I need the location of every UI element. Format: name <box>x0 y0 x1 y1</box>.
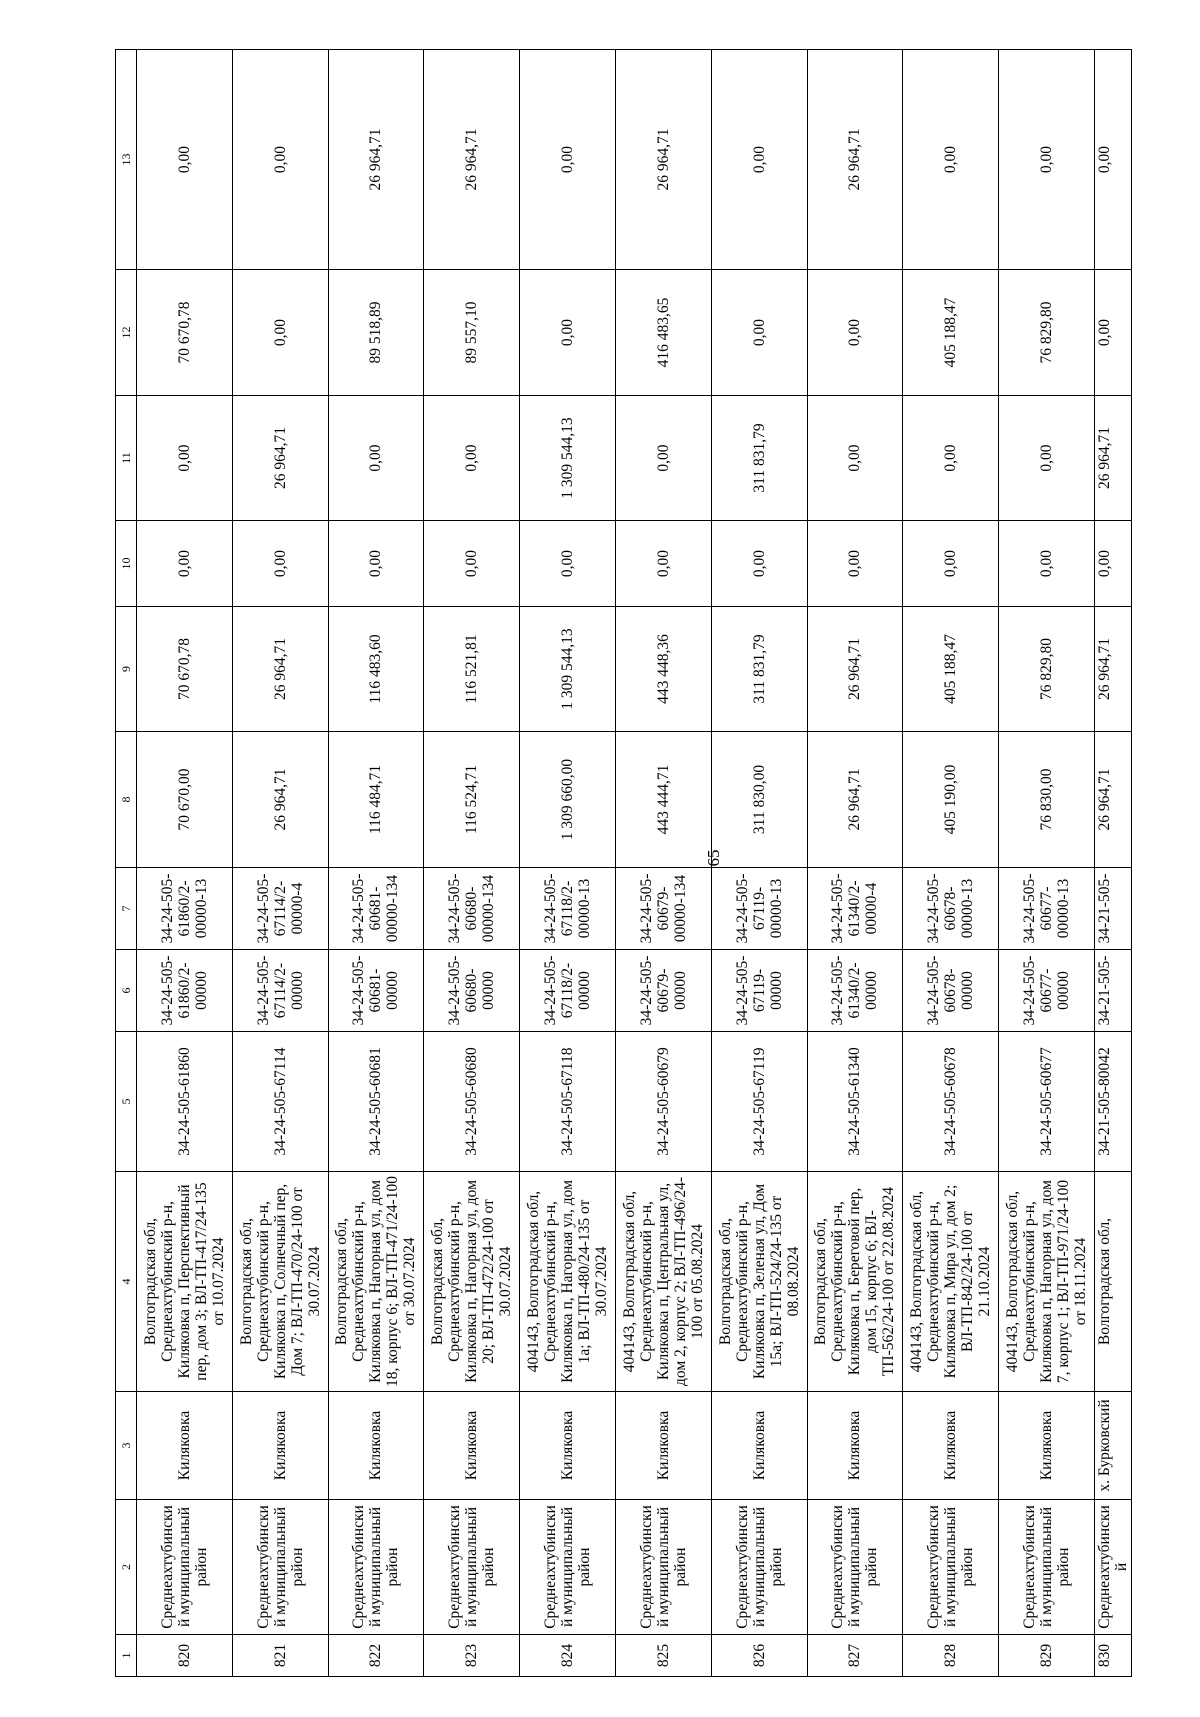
locality-cell: Киляковка <box>807 1392 903 1500</box>
address-cell: Волгоградская обл, Среднеахтубинский р-н, Киляковка п, Перспективный пер, дом 3; ВЛ-ТП-417/24-135 от 10.07.2024 <box>137 1172 233 1392</box>
amount-cell-11: 311 831,79 <box>711 396 807 521</box>
table-frame <box>115 50 1130 1677</box>
amount-cell-10: 0,00 <box>807 521 903 607</box>
address-cell: Волгоградская обл, Среднеахтубинский р-н, Киляковка п, Нагорная ул, дом 18, корпус 6; ВЛ-ТП-471/24-100 от 30.07.2024 <box>328 1172 424 1392</box>
object-code-cell: 34-24-505-60680-00000-134 <box>424 868 520 950</box>
code-cell: 34-24-505-67114 <box>232 1032 328 1172</box>
table-row <box>903 50 999 1677</box>
amount-cell-13: 0,00 <box>903 50 999 270</box>
column-number-4: 4 <box>116 1172 137 1392</box>
amount-cell-11: 0,00 <box>807 396 903 521</box>
table-row <box>615 50 711 1677</box>
amount-cell-13: 26 964,71 <box>615 50 711 270</box>
table-row <box>424 50 520 1677</box>
locality-cell: Киляковка <box>137 1392 233 1500</box>
amount-cell-11: 0,00 <box>615 396 711 521</box>
table-row <box>137 50 233 1677</box>
locality-cell: Киляковка <box>615 1392 711 1500</box>
amount-cell-10: 0,00 <box>137 521 233 607</box>
object-code-cell: 34-24-505-60677-00000-13 <box>999 868 1095 950</box>
object-code-cell: 34-24-505-60678-00000-13 <box>903 868 999 950</box>
code-cell: 34-24-505-61860 <box>137 1032 233 1172</box>
amount-cell-12: 89 518,89 <box>328 270 424 396</box>
column-number-2: 2 <box>116 1500 137 1635</box>
amount-cell-9: 405 188,47 <box>903 607 999 732</box>
amount-cell-13: 0,00 <box>1094 50 1131 270</box>
district-cell: Среднеахтубинский муниципальный район <box>424 1500 520 1635</box>
column-number-5: 5 <box>116 1032 137 1172</box>
object-code-cell: 34-24-505-60679-00000-134 <box>615 868 711 950</box>
table-row <box>328 50 424 1677</box>
locality-cell: Киляковка <box>999 1392 1095 1500</box>
page-number: 65 <box>704 849 723 867</box>
address-cell: Волгоградская обл, Среднеахтубинский р-н, Киляковка п, Зеленая ул, Дом 15а; ВЛ-ТП-524/24-135 от 08.08.2024 <box>711 1172 807 1392</box>
row-number: 824 <box>520 1635 616 1677</box>
amount-cell-8: 76 830,00 <box>999 732 1095 868</box>
code-cell: 34-24-505-61340 <box>807 1032 903 1172</box>
code-cell: 34-24-505-60681 <box>328 1032 424 1172</box>
object-code-cell: 34-24-505-60681-00000-134 <box>328 868 424 950</box>
amount-cell-12: 70 670,78 <box>137 270 233 396</box>
address-cell: 404143, Волгоградская обл, Среднеахтубинский р-н, Киляковка п, Мира ул, дом 2; ВЛ-ТП-842/24-100 от 21.10.2024 <box>903 1172 999 1392</box>
table-row <box>999 50 1095 1677</box>
amount-cell-10: 0,00 <box>232 521 328 607</box>
amount-cell-12: 76 829,80 <box>999 270 1095 396</box>
amount-cell-11: 0,00 <box>903 396 999 521</box>
column-number-9: 9 <box>116 607 137 732</box>
amount-cell-11: 26 964,71 <box>232 396 328 521</box>
amount-cell-8: 1 309 660,00 <box>520 732 616 868</box>
amount-cell-8: 26 964,71 <box>807 732 903 868</box>
row-number: 821 <box>232 1635 328 1677</box>
code-cell: 34-24-505-60677 <box>999 1032 1095 1172</box>
district-cell: Среднеахтубинский муниципальный район <box>711 1500 807 1635</box>
subcode-cell: 34-24-505-60681-00000 <box>328 950 424 1032</box>
amount-cell-9: 116 521,81 <box>424 607 520 732</box>
table-body <box>116 50 1132 1677</box>
amount-cell-11: 1 309 544,13 <box>520 396 616 521</box>
amount-cell-8: 70 670,00 <box>137 732 233 868</box>
amount-cell-13: 0,00 <box>711 50 807 270</box>
amount-cell-9: 311 831,79 <box>711 607 807 732</box>
code-cell: 34-24-505-67118 <box>520 1032 616 1172</box>
amount-cell-12: 416 483,65 <box>615 270 711 396</box>
subcode-cell: 34-24-505-60678-00000 <box>903 950 999 1032</box>
amount-cell-11: 0,00 <box>424 396 520 521</box>
address-cell: 404143, Волгоградская обл, Среднеахтубинский р-н, Киляковка п, Нагорная ул, дом 7, корпус 1; ВЛ-ТП-971/24-100 от 18.11.2024 <box>999 1172 1095 1392</box>
amount-cell-11: 0,00 <box>137 396 233 521</box>
district-cell: Среднеахтубинский муниципальный район <box>328 1500 424 1635</box>
column-number-row <box>116 50 137 1677</box>
locality-cell: х. Бурковский <box>1094 1392 1131 1500</box>
row-number: 828 <box>903 1635 999 1677</box>
amount-cell-9: 116 483,60 <box>328 607 424 732</box>
amount-cell-8: 405 190,00 <box>903 732 999 868</box>
object-code-cell: 34-24-505-67114/2-00000-4 <box>232 868 328 950</box>
amount-cell-9: 26 964,71 <box>807 607 903 732</box>
amount-cell-10: 0,00 <box>903 521 999 607</box>
amount-cell-12: 0,00 <box>807 270 903 396</box>
subcode-cell: 34-24-505-60679-00000 <box>615 950 711 1032</box>
amount-cell-11: 26 964,71 <box>1094 396 1131 521</box>
amount-cell-12: 0,00 <box>711 270 807 396</box>
amount-cell-8: 116 484,71 <box>328 732 424 868</box>
amount-cell-10: 0,00 <box>424 521 520 607</box>
locality-cell: Киляковка <box>328 1392 424 1500</box>
subcode-cell: 34-24-505-67118/2-00000 <box>520 950 616 1032</box>
code-cell: 34-24-505-60678 <box>903 1032 999 1172</box>
row-number: 822 <box>328 1635 424 1677</box>
amount-cell-10: 0,00 <box>615 521 711 607</box>
object-code-cell: 34-24-505-67118/2-00000-13 <box>520 868 616 950</box>
amount-cell-8: 116 524,71 <box>424 732 520 868</box>
code-cell: 34-24-505-60680 <box>424 1032 520 1172</box>
amount-cell-13: 0,00 <box>999 50 1095 270</box>
amount-cell-9: 26 964,71 <box>1094 607 1131 732</box>
amount-cell-12: 0,00 <box>232 270 328 396</box>
object-code-cell: 34-24-505-61340/2-00000-4 <box>807 868 903 950</box>
table-row <box>711 50 807 1677</box>
subcode-cell: 34-24-505-67119-00000 <box>711 950 807 1032</box>
table-row <box>807 50 903 1677</box>
column-number-8: 8 <box>116 732 137 868</box>
object-code-cell: 34-24-505-67119-00000-13 <box>711 868 807 950</box>
row-number: 827 <box>807 1635 903 1677</box>
amount-cell-13: 26 964,71 <box>328 50 424 270</box>
amount-cell-9: 1 309 544,13 <box>520 607 616 732</box>
locality-cell: Киляковка <box>903 1392 999 1500</box>
district-cell: Среднеахтубинский муниципальный район <box>520 1500 616 1635</box>
register-table <box>115 49 1132 1677</box>
code-cell: 34-24-505-60679 <box>615 1032 711 1172</box>
amount-cell-12: 405 188,47 <box>903 270 999 396</box>
address-cell: 404143, Волгоградская обл, Среднеахтубинский р-н, Киляковка п, Центральная ул, дом 2, корпус 2; ВЛ-ТП-496/24-100 от 05.08.2024 <box>615 1172 711 1392</box>
amount-cell-13: 0,00 <box>137 50 233 270</box>
amount-cell-10: 0,00 <box>520 521 616 607</box>
amount-cell-8: 443 444,71 <box>615 732 711 868</box>
amount-cell-10: 0,00 <box>711 521 807 607</box>
column-number-11: 11 <box>116 396 137 521</box>
code-cell: 34-21-505-80042 <box>1094 1032 1131 1172</box>
amount-cell-10: 0,00 <box>999 521 1095 607</box>
amount-cell-13: 0,00 <box>232 50 328 270</box>
table-row <box>1094 50 1131 1677</box>
amount-cell-8: 26 964,71 <box>232 732 328 868</box>
rotated-table-container <box>115 50 1130 1677</box>
subcode-cell: 34-24-505-67114/2-00000 <box>232 950 328 1032</box>
district-cell: Среднеахтубинский муниципальный район <box>232 1500 328 1635</box>
amount-cell-10: 0,00 <box>1094 521 1131 607</box>
amount-cell-9: 76 829,80 <box>999 607 1095 732</box>
district-cell: Среднеахтубинский муниципальный район <box>999 1500 1095 1635</box>
amount-cell-13: 26 964,71 <box>424 50 520 270</box>
amount-cell-8: 26 964,71 <box>1094 732 1131 868</box>
table-row <box>232 50 328 1677</box>
code-cell: 34-24-505-67119 <box>711 1032 807 1172</box>
subcode-cell: 34-24-505-61860/2-00000 <box>137 950 233 1032</box>
column-number-7: 7 <box>116 868 137 950</box>
amount-cell-8: 311 830,00 <box>711 732 807 868</box>
address-cell: 404143, Волгоградская обл, Среднеахтубинский р-н, Киляковка п, Нагорная ул, дом 1а; ВЛ-ТП-480/24-135 от 30.07.2024 <box>520 1172 616 1392</box>
locality-cell: Киляковка <box>520 1392 616 1500</box>
column-number-1: 1 <box>116 1635 137 1677</box>
address-cell: Волгоградская обл, Среднеахтубинский р-н, Киляковка п, Солнечный пер, Дом 7; ВЛ-ТП-470/24-100 от 30.07.2024 <box>232 1172 328 1392</box>
amount-cell-13: 26 964,71 <box>807 50 903 270</box>
amount-cell-9: 443 448,36 <box>615 607 711 732</box>
column-number-10: 10 <box>116 521 137 607</box>
subcode-cell: 34-21-505- <box>1094 950 1131 1032</box>
amount-cell-12: 0,00 <box>520 270 616 396</box>
subcode-cell: 34-24-505-60680-00000 <box>424 950 520 1032</box>
subcode-cell: 34-24-505-60677-00000 <box>999 950 1095 1032</box>
column-number-12: 12 <box>116 270 137 396</box>
row-number: 823 <box>424 1635 520 1677</box>
table-row <box>520 50 616 1677</box>
address-cell: Волгоградская обл, <box>1094 1172 1131 1392</box>
amount-cell-12: 0,00 <box>1094 270 1131 396</box>
row-number: 825 <box>615 1635 711 1677</box>
row-number: 830 <box>1094 1635 1131 1677</box>
district-cell: Среднеахтубинский муниципальный район <box>137 1500 233 1635</box>
district-cell: Среднеахтубинский муниципальный район <box>807 1500 903 1635</box>
address-cell: Волгоградская обл, Среднеахтубинский р-н, Киляковка п, Нагорная ул, дом 20; ВЛ-ТП-472/24-100 от 30.07.2024 <box>424 1172 520 1392</box>
subcode-cell: 34-24-505-61340/2-00000 <box>807 950 903 1032</box>
amount-cell-12: 89 557,10 <box>424 270 520 396</box>
row-number: 820 <box>137 1635 233 1677</box>
address-cell: Волгоградская обл, Среднеахтубинский р-н, Киляковка п, Береговой пер, дом 15, корпус 6; ВЛ-ТП-562/24-100 от 22.08.2024 <box>807 1172 903 1392</box>
column-number-6: 6 <box>116 950 137 1032</box>
amount-cell-11: 0,00 <box>328 396 424 521</box>
amount-cell-9: 70 670,78 <box>137 607 233 732</box>
row-number: 829 <box>999 1635 1095 1677</box>
amount-cell-11: 0,00 <box>999 396 1095 521</box>
amount-cell-10: 0,00 <box>328 521 424 607</box>
amount-cell-13: 0,00 <box>520 50 616 270</box>
locality-cell: Киляковка <box>711 1392 807 1500</box>
locality-cell: Киляковка <box>232 1392 328 1500</box>
district-cell: Среднеахтубинский муниципальный район <box>615 1500 711 1635</box>
locality-cell: Киляковка <box>424 1392 520 1500</box>
column-number-13: 13 <box>116 50 137 270</box>
object-code-cell: 34-24-505-61860/2-00000-13 <box>137 868 233 950</box>
object-code-cell: 34-21-505- <box>1094 868 1131 950</box>
district-cell: Среднеахтубинский муниципальный район <box>903 1500 999 1635</box>
amount-cell-9: 26 964,71 <box>232 607 328 732</box>
column-number-3: 3 <box>116 1392 137 1500</box>
district-cell: Среднеахтубинский <box>1094 1500 1131 1635</box>
row-number: 826 <box>711 1635 807 1677</box>
